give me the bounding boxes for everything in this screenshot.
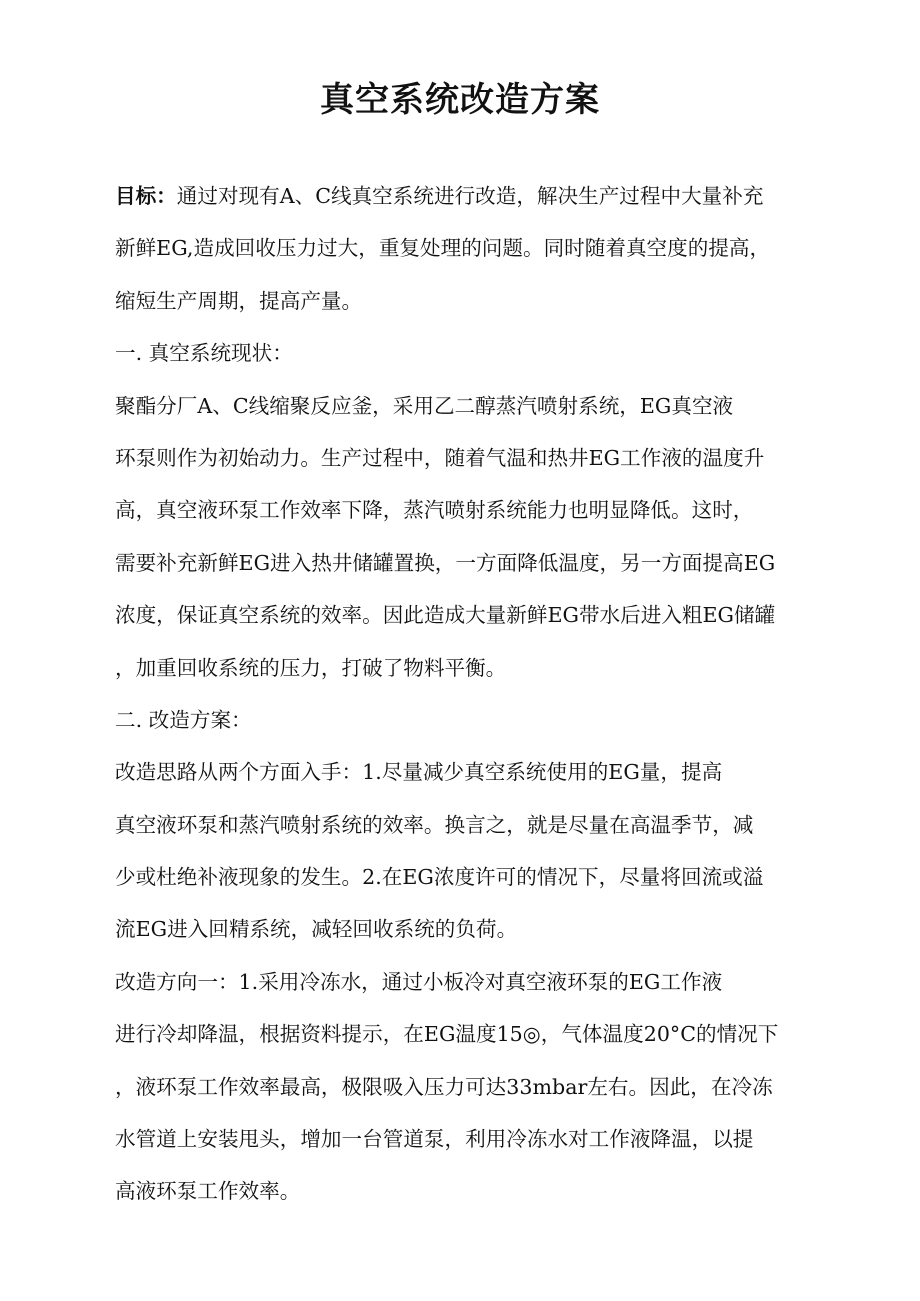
section-1-line-6: ，加重回收系统的压力，打破了物料平衡。 bbox=[115, 655, 507, 680]
section-2-paragraph-1 bbox=[115, 746, 805, 956]
section-1-paragraph bbox=[115, 380, 805, 694]
section-1-line-3: 高，真空液环泵工作效率下降，蒸汽喷射系统能力也明显降低。这时， bbox=[115, 498, 754, 523]
document-body bbox=[115, 170, 805, 1218]
section-2-p2-line-5: 高液环泵工作效率。 bbox=[115, 1179, 301, 1204]
objective-label: 目标： bbox=[115, 184, 177, 208]
objective-line-3: 缩短生产周期，提高产量。 bbox=[115, 288, 363, 313]
section-1-line-5: 浓度，保证真空系统的效率。因此造成大量新鲜EG带水后进入粗EG储罐 bbox=[115, 603, 776, 628]
section-1-line-2: 环泵则作为初始动力。生产过程中，随着气温和热井EG工作液的温度升 bbox=[115, 445, 765, 470]
section-2-p1-line-1: 改造思路从两个方面入手：1.尽量减少真空系统使用的EG量，提高 bbox=[115, 760, 723, 785]
section-2-heading: 二. 改造方案： bbox=[115, 707, 252, 732]
objective-line-2: 新鲜EG,造成回收压力过大，重复处理的问题。同时随着真空度的提高， bbox=[115, 236, 771, 261]
section-2-p2-line-4: 水管道上安装甩头，增加一台管道泵，利用冷冻水对工作液降温，以提 bbox=[115, 1127, 754, 1152]
section-1-heading: 一. 真空系统现状： bbox=[115, 341, 293, 366]
objective-paragraph bbox=[115, 170, 805, 327]
objective-line-1 bbox=[115, 170, 805, 222]
section-2-p1-line-4: 流EG进入回精系统，减轻回收系统的负荷。 bbox=[115, 917, 518, 942]
document-title: 真空系统改造方案 bbox=[320, 80, 600, 120]
objective-text-1: 通过对现有A、C线真空系统进行改造，解决生产过程中大量补充 bbox=[176, 184, 764, 208]
section-1-line-4: 需要补充新鲜EG进入热井储罐置换，一方面降低温度，另一方面提高EG bbox=[115, 550, 776, 575]
section-2-paragraph-2 bbox=[115, 956, 805, 1218]
section-2-p2-line-3: ，液环泵工作效率最高，极限吸入压力可达33mbar左右。因此，在冷冻 bbox=[115, 1074, 773, 1099]
section-2-p1-line-2: 真空液环泵和蒸汽喷射系统的效率。换言之，就是尽量在高温季节，减 bbox=[115, 812, 754, 837]
section-2-p1-line-3: 少或杜绝补液现象的发生。2.在EG浓度许可的情况下，尽量将回流或溢 bbox=[115, 865, 764, 890]
section-2-p2-line-2: 进行冷却降温，根据资料提示，在EG温度15◎，气体温度20°C的情况下 bbox=[115, 1022, 779, 1047]
section-1-line-1: 聚酯分厂A、C线缩聚反应釜，采用乙二醇蒸汽喷射系统，EG真空液 bbox=[115, 393, 734, 418]
section-2-p2-line-1: 改造方向一：1.采用冷冻水，通过小板冷对真空液环泵的EG工作液 bbox=[115, 969, 723, 994]
